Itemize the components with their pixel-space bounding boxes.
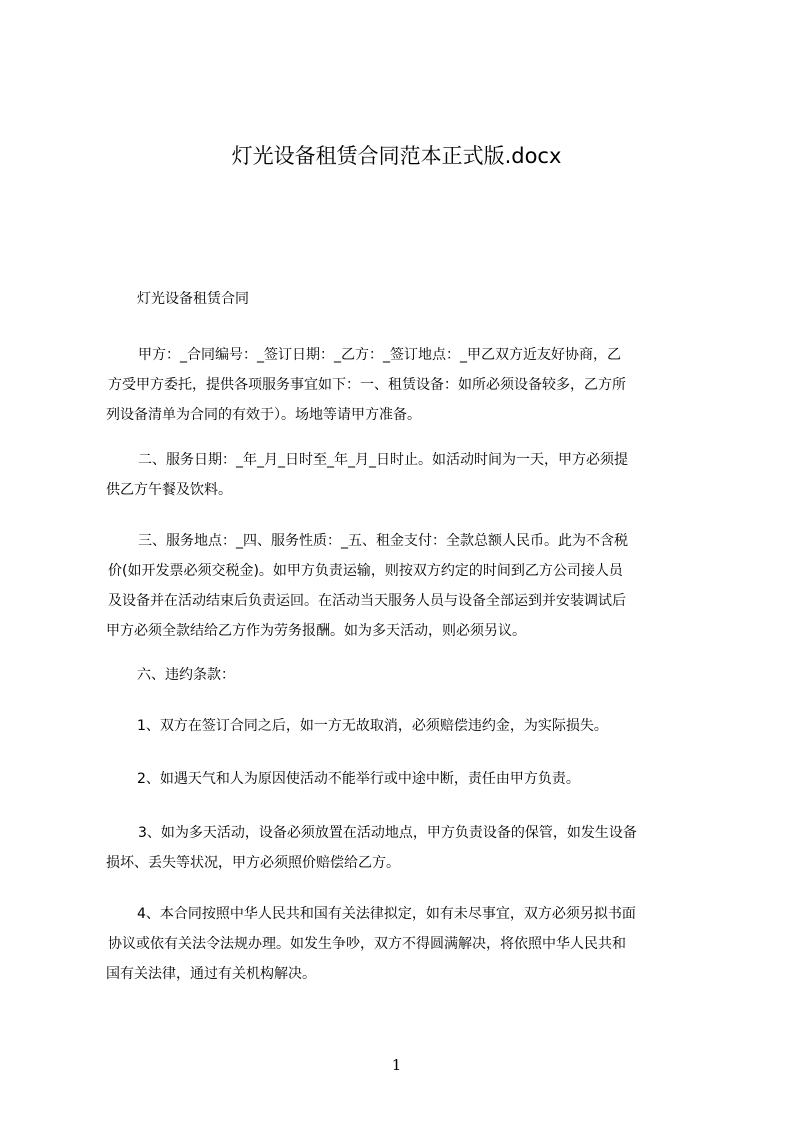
paragraph-clause-2 (106, 764, 706, 794)
paragraph-line: 价(如开发票必须交税金)。如甲方负责运输，则按双方约定的时间到乙方公司接人员 (108, 563, 623, 579)
paragraph-service-date (106, 445, 706, 505)
contract-subheading: 灯光设备租赁合同 (137, 291, 249, 307)
paragraph-service-location-payment (106, 526, 706, 646)
paragraph-breach-heading (106, 660, 706, 690)
paragraph-line: 国有关法律，通过有关机构解决。 (106, 966, 316, 982)
paragraph-line: 及设备并在活动结束后负责运回。在活动当天服务人员与设备全部运到并安装调试后 (108, 593, 626, 609)
paragraph-line: 甲方：_合同编号：_签订日期：_乙方：_签订地点：_甲乙双方近友好协商，乙 (138, 347, 621, 363)
paragraph-line: 列设备清单为合同的有效于）。场地等请甲方准备。 (106, 407, 421, 423)
paragraph-line: 3、如为多天活动，设备必须放置在活动地点，甲方负责设备的保管，如发生设备 (138, 825, 637, 841)
paragraph-line: 4、本合同按照中华人民共和国有关法律拟定，如有未尽事宜，双方必须另拟书面 (137, 906, 636, 922)
paragraph-line: 方受甲方委托，提供各项服务事宜如下：一、租赁设备：如所必须设备较多，乙方所 (108, 377, 626, 393)
paragraph-line: 供乙方午餐及饮料。 (106, 482, 232, 498)
paragraph-clause-4 (106, 899, 706, 989)
paragraph-line: 2、如遇天气和人为原因使活动不能举行或中途中断，责任由甲方负责。 (137, 771, 580, 787)
paragraph-clause-1 (106, 711, 706, 741)
document-title: 灯光设备租赁合同范本正式版.docx (231, 144, 562, 168)
paragraph-parties (106, 340, 706, 430)
paragraph-line: 六、违约条款： (137, 667, 235, 683)
paragraph-line: 损坏、丢失等状况，甲方必须照价赔偿给乙方。 (106, 855, 400, 871)
paragraph-line: 协议或依有关法令法规办理。如发生争吵，双方不得圆满解决，将依照中华人民共和 (108, 936, 626, 952)
paragraph-line: 甲方必须全款结给乙方作为劳务报酬。如为多天活动，则必须另议。 (106, 623, 526, 639)
paragraph-line: 三、服务地点：_四、服务性质：_五、租金支付：全款总额人民币。此为不含税 (138, 533, 628, 549)
paragraph-clause-3 (106, 818, 706, 878)
paragraph-line: 1、双方在签订合同之后，如一方无故取消，必须赔偿违约金，为实际损失。 (137, 718, 608, 734)
paragraph-line: 二、服务日期：_年_月_日时至_年_月_日时止。如活动时间为一天，甲方必须提 (138, 452, 628, 468)
page-number: 1 (391, 1056, 402, 1074)
